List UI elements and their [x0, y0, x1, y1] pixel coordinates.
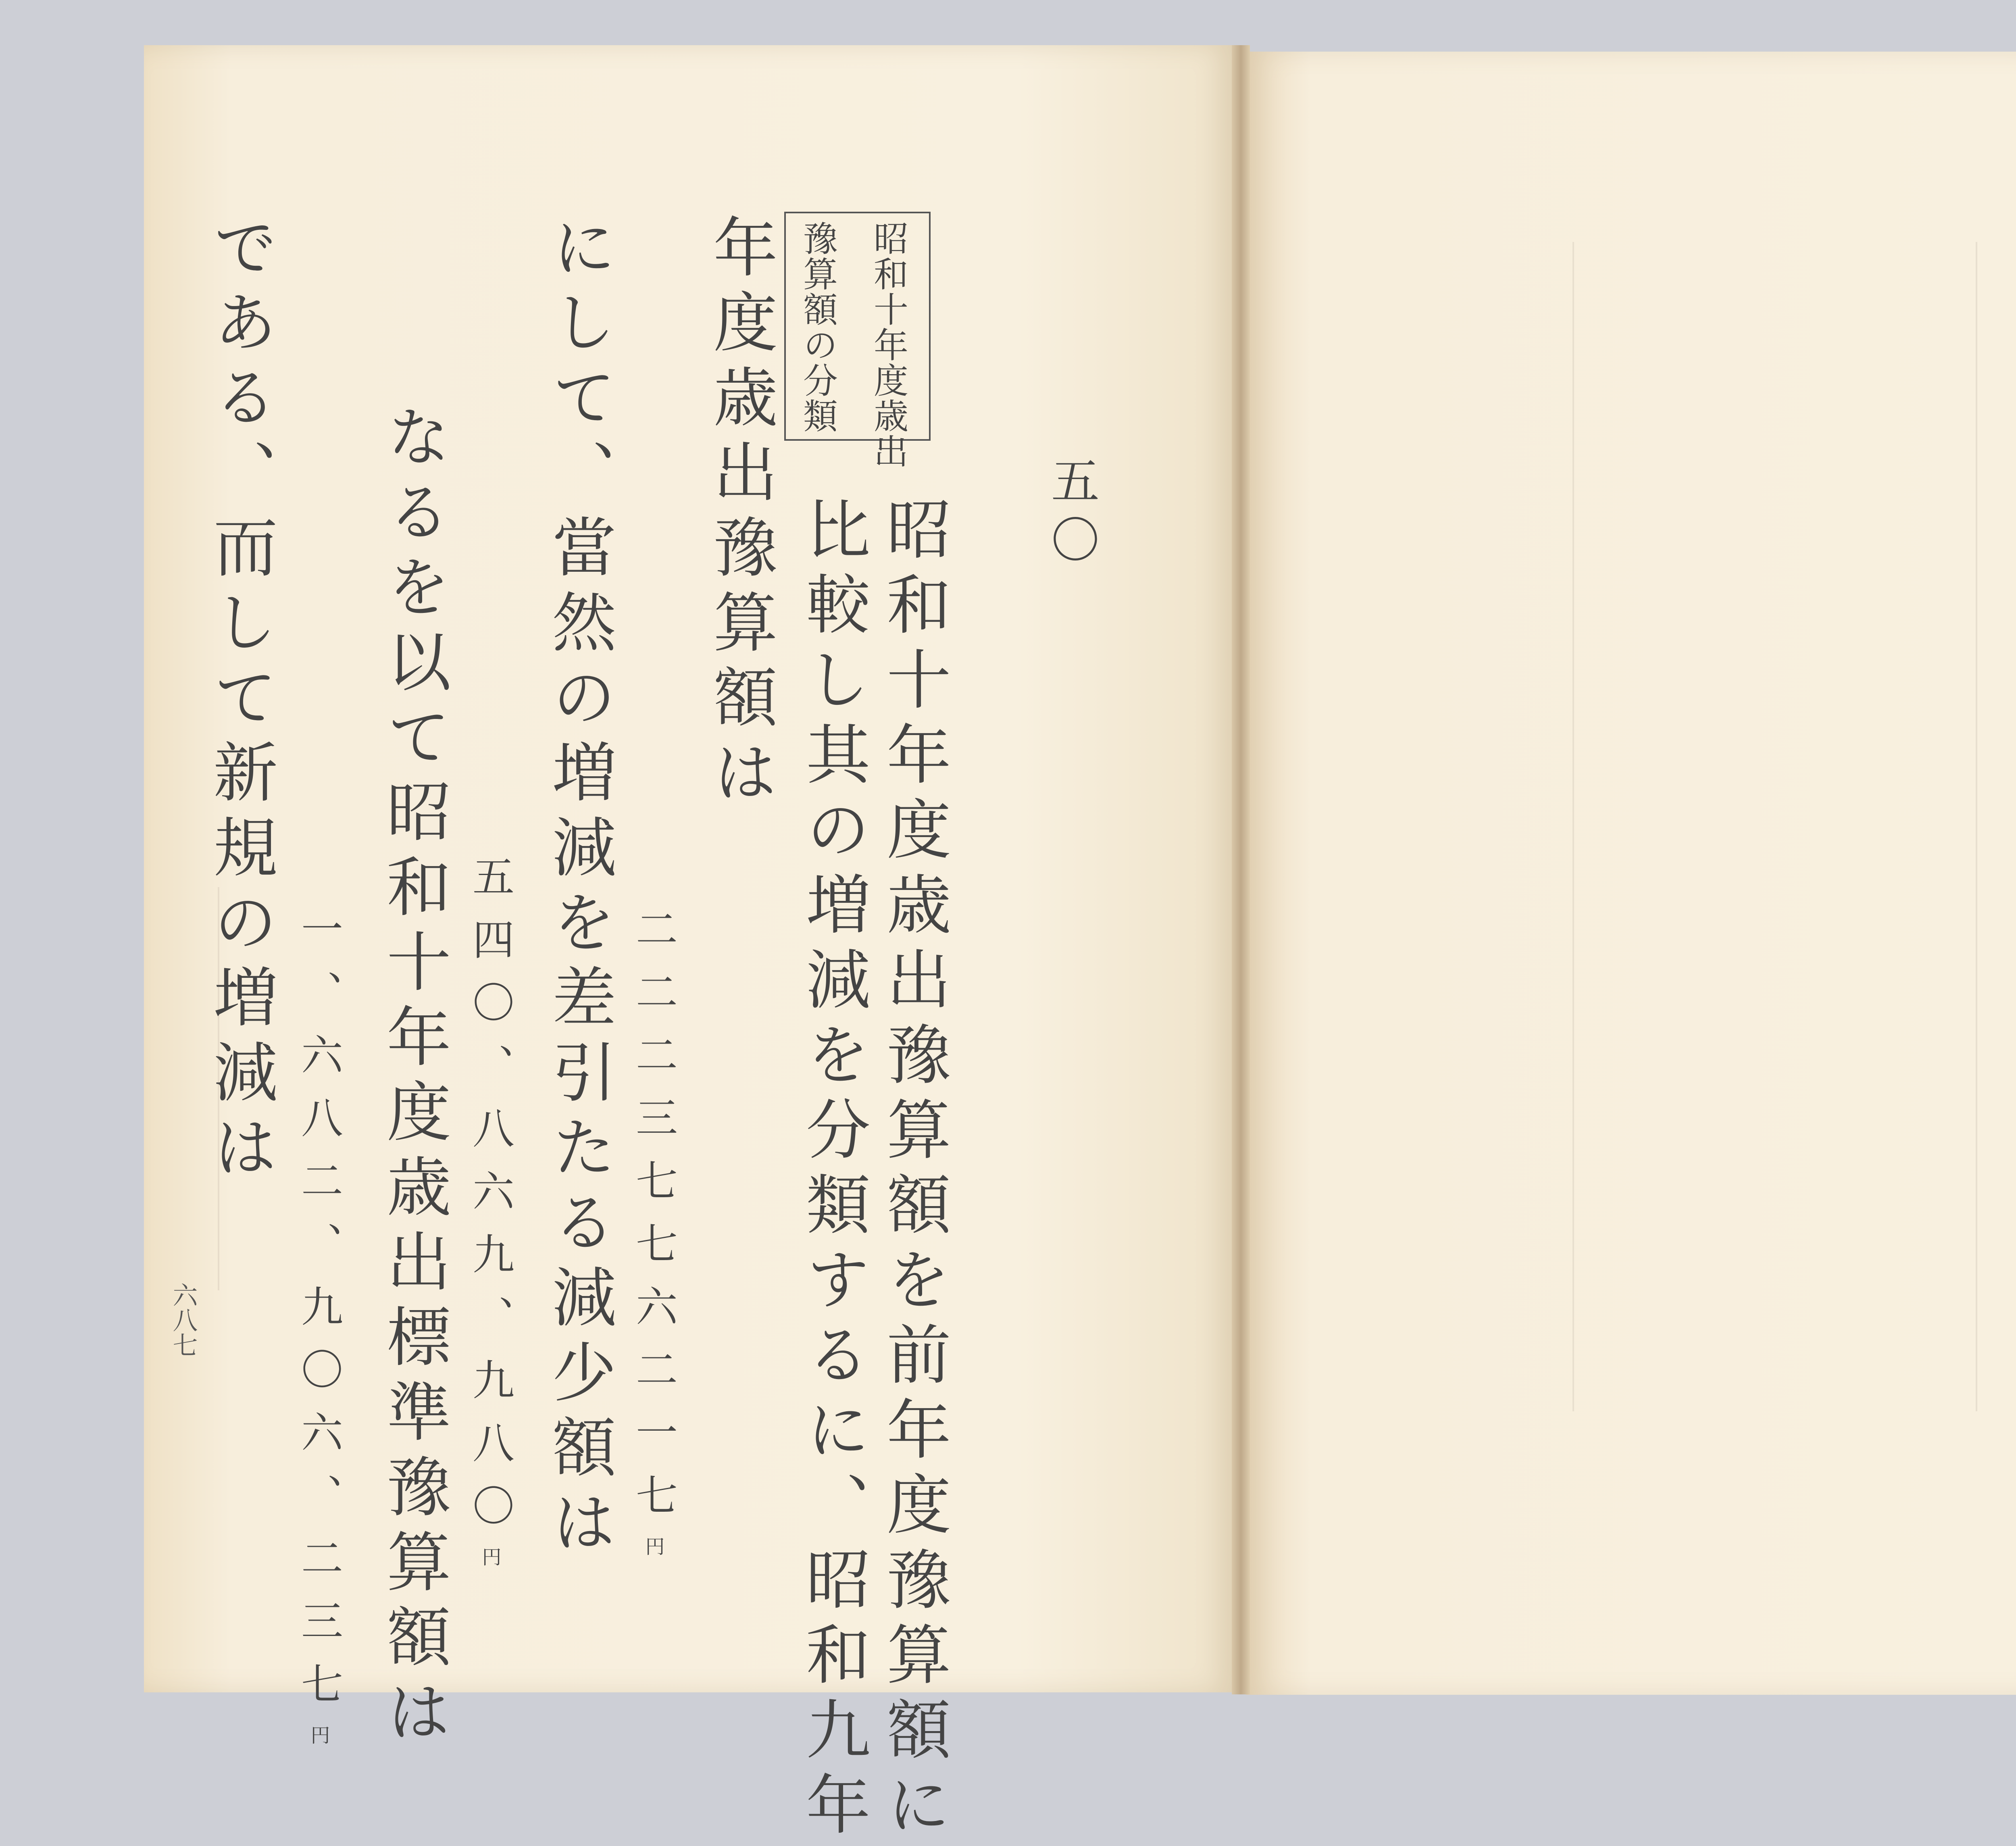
section-heading-box	[784, 212, 931, 469]
section-number: 五〇	[1043, 456, 1099, 573]
text-column: 比較し其の増減を分類するに、昭和九年	[795, 496, 871, 1846]
text-column: 年度歳出豫算額は	[702, 214, 778, 814]
amount-value	[623, 907, 683, 1556]
text-column: である、而して新規の増減は	[202, 214, 278, 1189]
amount-number: 五四〇、八六九、九八〇	[465, 855, 514, 1547]
text-column: 昭和十年度歳出豫算額を前年度豫算額に	[876, 496, 951, 1846]
amount-number: 二二二三七七六二一七	[629, 907, 678, 1536]
amount-value	[460, 855, 520, 1566]
book-gutter	[1232, 45, 1250, 1694]
amount-value	[288, 907, 349, 1744]
section-heading-line: 昭和十年度歳出	[868, 221, 908, 469]
amount-unit: 円	[479, 1547, 501, 1566]
section-heading-line: 豫算額の分類	[797, 221, 837, 433]
amount-number: 一、六八二、九〇六、二三七	[294, 907, 343, 1725]
page-number-left: 六八七	[169, 1282, 198, 1357]
show-through-rule	[1976, 242, 1977, 1411]
show-through-rule	[1572, 242, 1574, 1411]
amount-unit: 円	[642, 1536, 664, 1556]
amount-unit: 円	[307, 1725, 330, 1744]
right-page	[1246, 52, 2016, 1695]
show-through-text	[992, 226, 1061, 286]
text-column: にして、當然の増減を差引たる減少額は	[541, 214, 616, 1564]
text-column: なるを以て昭和十年度歳出標準豫算額は	[376, 403, 451, 1753]
